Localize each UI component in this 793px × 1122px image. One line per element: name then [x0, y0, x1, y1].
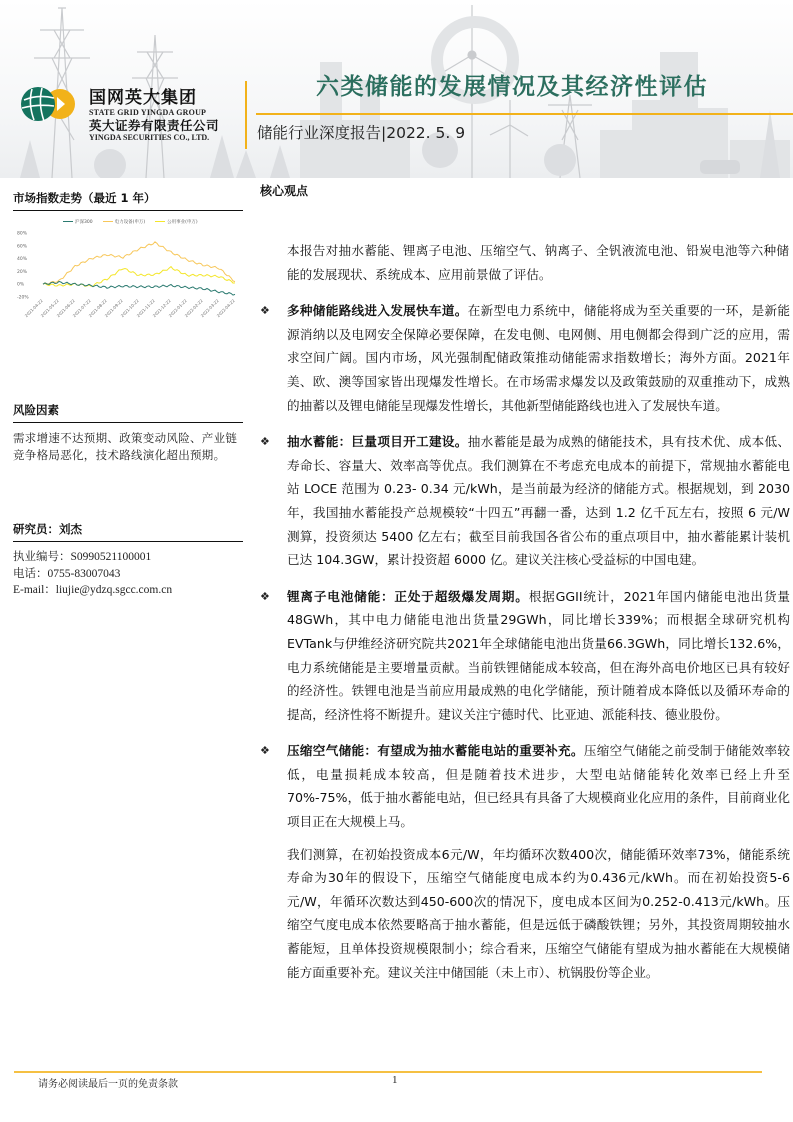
analyst-phone: 电话：0755-83007043 — [13, 567, 121, 580]
continuation-paragraph: 我们测算，在初始投资成本6元/W，年均循环次数400次，储能循环效率73%，储能系统寿命为30年的假设下，压缩空气储能度电成本约为0.436元/kWh。而在初始投资5-6元/W，年循环次数达到450-600次的情况下，度电成本区间为0.252-0.413元/kWh。压缩空气度电成本依然要略高于抽水蓄能，但是远低于磷酸铁锂；另外，其投资周期较抽水蓄能短，且单体投资规模限制小；综合看来，压缩空气储能有望成为抽水蓄能在大规模储能方面重要补充。建议关注中储国能（未上市）、杭锅股份等企业。 — [287, 846, 790, 980]
legend-swatch-icon — [155, 221, 165, 222]
svg-text:2021-05-22: 2021-05-22 — [39, 298, 60, 319]
svg-text:-20%: -20% — [17, 295, 29, 301]
brand-block — [89, 88, 219, 143]
legend-swatch-icon — [103, 221, 113, 222]
state-grid-logo-icon — [18, 84, 78, 124]
svg-text:2022-01-22: 2022-01-22 — [167, 298, 188, 319]
bullet-item — [260, 585, 790, 727]
risk-section — [13, 402, 243, 464]
risk-text: 需求增速不达预期、政策变动风险、产业链竞争格局恶化，技术路线演化超出预期。 — [13, 431, 238, 462]
company-name-en: YINGDA SECURITIES CO., LTD. — [89, 133, 210, 142]
svg-text:2022-03-22: 2022-03-22 — [199, 298, 220, 319]
svg-text:2021-12-22: 2021-12-22 — [151, 298, 172, 319]
chart-plot-area — [13, 217, 243, 327]
report-subtitle: 储能行业深度报告|2022. 5. 9 — [257, 124, 466, 142]
market-index-section — [13, 190, 243, 327]
header-banner — [0, 0, 793, 178]
svg-text:20%: 20% — [17, 269, 28, 275]
legend-item-power-equipment: 电力设备(申万) — [103, 219, 146, 225]
company-name-cn: 英大证券有限责任公司 — [89, 118, 220, 133]
brand-name-cn: 国网英大集团 — [89, 88, 197, 108]
title-underline — [256, 113, 793, 115]
bullet-text: 压缩空气储能之前受制于储能效率较低，电量损耗成本较高，但是随着技术进步，大型电站储能转化效率已经上升至70%-75%，低于抽水蓄能电站，但已经具有具备了大规模商业化应用的条件，目前商业化项目正在大规模上马。 — [287, 743, 791, 830]
bullet-text: 根据GGII统计，2021年国内储能电池出货量48GWh，其中电力储能电池出货量29GWh，同比增长339%；而根据全球研究机构EVTank与伊维经济研究院共2021年全球储能电池出货量66.3GWh，同比增长132.6%，电力系统储能是主要增量贡献。当前铁锂储能成本较高，但在海外高电价地区已具有较好的经济性。铁锂电池是当前应用最成熟的电化学储能，预计随着成本降低以及循环寿命的提高，经济性将不断提升。建议关注宁德时代、比亚迪、派能科技、德业股份。 — [287, 588, 791, 722]
svg-text:2021-09-22: 2021-09-22 — [103, 298, 124, 319]
bullet-heading: 多种储能路线进入发展快车道。 — [287, 303, 468, 319]
svg-text:2021-04-22: 2021-04-22 — [23, 298, 44, 319]
page-number: 1 — [392, 1074, 398, 1086]
svg-text:2021-11-22: 2021-11-22 — [135, 298, 156, 319]
diamond-bullet-icon: ❖ — [260, 589, 270, 603]
analyst-section — [13, 521, 243, 599]
footer-divider — [14, 1071, 762, 1073]
svg-text:2021-08-22: 2021-08-22 — [87, 298, 108, 319]
bullet-text: 抽水蓄能是最为成熟的储能技术，具有技术优、成本低、寿命长、容量大、效率高等优点。我们测算在不考虑充电成本的前提下，常规抽水蓄能电站 LOCE 范围为 0.23- 0.34 元/kWh，是当前最为经济的储能方式。根据规划，到 2030 年，我国抽水蓄能投产总规模较“十四五”再翻一番，达到 1.2 亿千瓦左右，按照 6 元/W 测算，投资须达 5400 亿左右；截至目前我国各省公布的重点项目中，抽水蓄能累计装机已达 104.3GW，累计投资超 6000 亿。建议关注核心受益标的中国电建。 — [287, 434, 791, 568]
analyst-license: 执业编号：S0990521100001 — [13, 551, 152, 563]
svg-text:60%: 60% — [17, 244, 28, 250]
svg-text:2021-10-22: 2021-10-22 — [119, 298, 140, 319]
svg-text:40%: 40% — [17, 257, 28, 263]
legend-swatch-icon — [63, 221, 73, 222]
brand-name-en: STATE GRID YINGDA GROUP — [89, 108, 207, 117]
chart-legend — [63, 219, 198, 225]
svg-text:2021-07-22: 2021-07-22 — [71, 298, 92, 319]
legend-item-hs300: 沪深300 — [63, 219, 93, 225]
bullet-heading: 抽水蓄能：巨量项目开工建设。 — [287, 434, 468, 450]
risk-heading: 风险因素 — [13, 402, 243, 423]
bullet-heading: 压缩空气储能：有望成为抽水蓄能电站的重要补充。 — [287, 743, 584, 759]
bullet-text: 在新型电力系统中，储能将成为至关重要的一环，是新能源消纳以及电网安全保障必要保障，在发电侧、电网侧、用电侧都会得到广泛的应用，需求空间广阔。国内市场，风光强制配储政策推动储能需求指数增长；海外方面。2021年美、欧、澳等国家皆出现爆发性增长。在市场需求爆发以及政策鼓励的双重推动下，成熟的抽蓄以及锂电储能呈现爆发性增长，其他新型储能路线也进入了发展快车道。 — [287, 303, 791, 413]
report-title: 六类储能的发展情况及其经济性评估 — [316, 74, 708, 100]
bullet-item — [260, 430, 790, 572]
svg-text:80%: 80% — [17, 231, 28, 237]
core-views-heading: 核心观点 — [260, 184, 309, 198]
svg-text:2022-02-22: 2022-02-22 — [183, 298, 204, 319]
diamond-bullet-icon: ❖ — [260, 304, 270, 318]
analyst-contact — [13, 549, 243, 599]
diamond-bullet-icon: ❖ — [260, 435, 270, 449]
svg-text:2022-04-22: 2022-04-22 — [215, 298, 236, 319]
intro-paragraph: 本报告对抽水蓄能、锂离子电池、压缩空气、钠离子、全钒液流电池、铅炭电池等六种储能的发展现状、系统成本、应用前景做了评估。 — [287, 243, 789, 282]
analyst-email[interactable]: E-mail：liujie@ydzq.sgcc.com.cn — [13, 584, 173, 596]
market-index-chart — [13, 217, 243, 327]
svg-text:0%: 0% — [17, 282, 25, 288]
svg-text:2021-06-22: 2021-06-22 — [55, 298, 76, 319]
footer-disclaimer: 请务必阅读最后一页的免责条款 — [38, 1079, 178, 1090]
diamond-bullet-icon: ❖ — [260, 744, 270, 758]
bullet-item — [260, 299, 790, 417]
bullet-item — [260, 739, 790, 833]
market-index-heading: 市场指数走势（最近 1 年） — [13, 190, 243, 211]
core-views-section — [260, 182, 790, 984]
analyst-heading: 研究员：刘杰 — [13, 521, 243, 542]
legend-item-utilities: 公用事业(申万) — [155, 219, 198, 225]
header-divider — [245, 81, 247, 149]
bullet-heading: 锂离子电池储能：正处于超级爆发周期。 — [287, 588, 529, 604]
